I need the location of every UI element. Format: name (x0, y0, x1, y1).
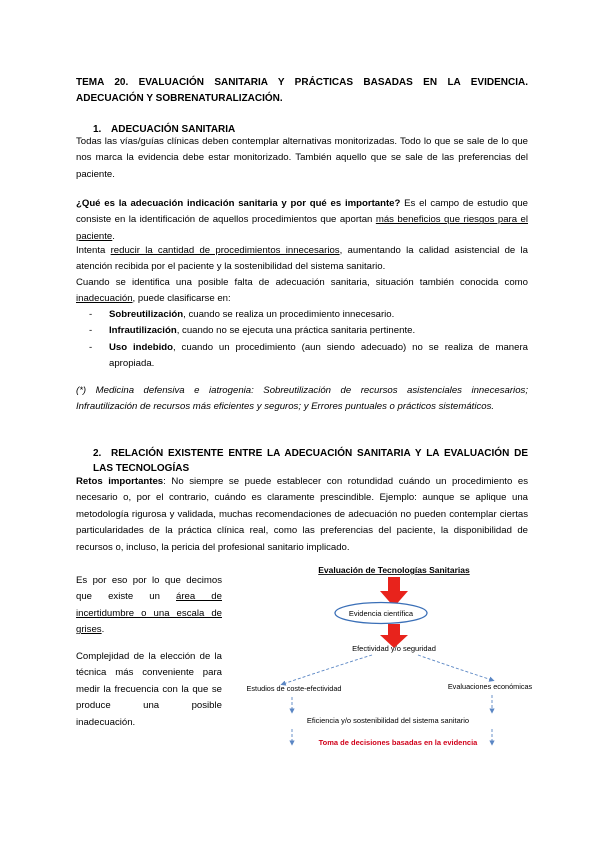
bullet-bold: Infrautilización (109, 325, 177, 337)
bullet-dash: - (89, 325, 93, 337)
question-end: . (112, 230, 115, 242)
section-1-number: 1. (93, 124, 102, 135)
bullet-dash: - (89, 309, 93, 320)
question-text: Es el campo de estudio que consiste en la identificación de aquellos procedimientos que aportan (76, 198, 528, 226)
cuando-underline: inadecuación (76, 293, 133, 305)
bullet-bold: Sobreutilización (109, 309, 184, 320)
middle-label: Efectividad y/o seguridad (352, 644, 436, 653)
bullet-dash: - (89, 341, 93, 353)
red-label: Toma de decisiones basadas en la evidencia (318, 738, 478, 747)
question-bold: ¿Qué es la adecuación indicación sanitaria y por qué es importante? (76, 198, 401, 209)
retos-text: : No siempre se puede establecer con rotundidad cuándo un procedimiento es necesario o, por el contrario, cuándo es claramente prescindible. Ejemplo: aunque se aplique una metodología rigurosa y validada, muchas recomendaciones de adecuación no pueden contemplar ciertas particularidades de la práctica clínica real, como las preferencias del paciente, la disponibilidad de recursos o, incluso, la pericia del profesional sanitario implicado. (76, 476, 528, 553)
bullet-bold: Uso indebido (109, 341, 173, 353)
bullet-text: , cuando no se ejecuta una práctica sanitaria pertinente. (176, 325, 416, 337)
left-label: Estudios de coste-efectividad (246, 684, 342, 693)
left-p1-underline: área de incertidumbre o una escala de grises (76, 591, 222, 636)
intenta-underline: reducir la cantidad de procedimientos innecesarios (110, 245, 340, 256)
left-p1-end: . (101, 624, 105, 636)
dashed-arrow-right (418, 655, 492, 680)
section-2-title: RELACIÓN EXISTENTE ENTRE LA ADECUACIÓN SANITARIA Y LA EVALUACIÓN DE LAS TECNOLOGÍAS (93, 448, 528, 474)
bottom-label: Eficiencia y/o sostenibilidad del sistema sanitario (306, 716, 470, 725)
document-title: TEMA 20. EVALUACIÓN SANITARIA Y PRÁCTICAS BASADAS EN LA EVIDENCIA. ADECUACIÓN Y SOBRENATURALIZACIÓN. (76, 77, 528, 104)
left-p1-pre: Es por eso por lo que decimos que existe un (76, 575, 222, 603)
ellipse-label: Evidencia científica (348, 609, 414, 618)
intenta-pre: Intenta (76, 245, 111, 256)
retos-bold: Retos importantes (76, 476, 164, 487)
question-underline: más beneficios que riesgos para el paciente (76, 214, 528, 242)
intenta-post: , aumentando la calidad asistencial de la atención recibida por el paciente y la sostenibilidad del sistema sanitario. (76, 245, 528, 273)
cuando-pre: Cuando se identifica una posible falta de adecuación sanitaria, situación también conocida como (76, 277, 528, 288)
section-1-intro: Todas las vías/guías clínicas deben contemplar alternativas monitorizadas. Todo lo que se sale de lo que nos marca la evidencia debe estar monitorizado. También aquello que se sale de las preferencias del paciente. (76, 136, 528, 180)
bullet-text: , cuando un procedimiento (aun siendo adecuado) no se realiza de manera apropiada. (109, 341, 528, 370)
bullet-text: , cuando se realiza un procedimiento innecesario. (183, 309, 395, 320)
dashed-arrow-left (283, 655, 372, 684)
right-label: Evaluaciones económicas (447, 682, 533, 691)
cuando-post: , puede clasificarse en: (132, 293, 231, 305)
left-paragraph-2: Complejidad de la elección de la técnica más conveniente para medir la frecuencia con la que se produce una posible inadecuación. (76, 651, 222, 728)
diagram-title: Evaluación de Tecnologías Sanitarias (318, 565, 470, 575)
section-2-number: 2. (93, 448, 102, 459)
note-paragraph: (*) Medicina defensiva e iatrogenia: Sobreutilización de recursos asistenciales innecesarios; Infrautilización de recursos más eficientes y seguros; y Errores puntuales o prácticos sistemáticos. (76, 385, 528, 413)
section-1-title: ADECUACIÓN SANITARIA (111, 124, 236, 135)
